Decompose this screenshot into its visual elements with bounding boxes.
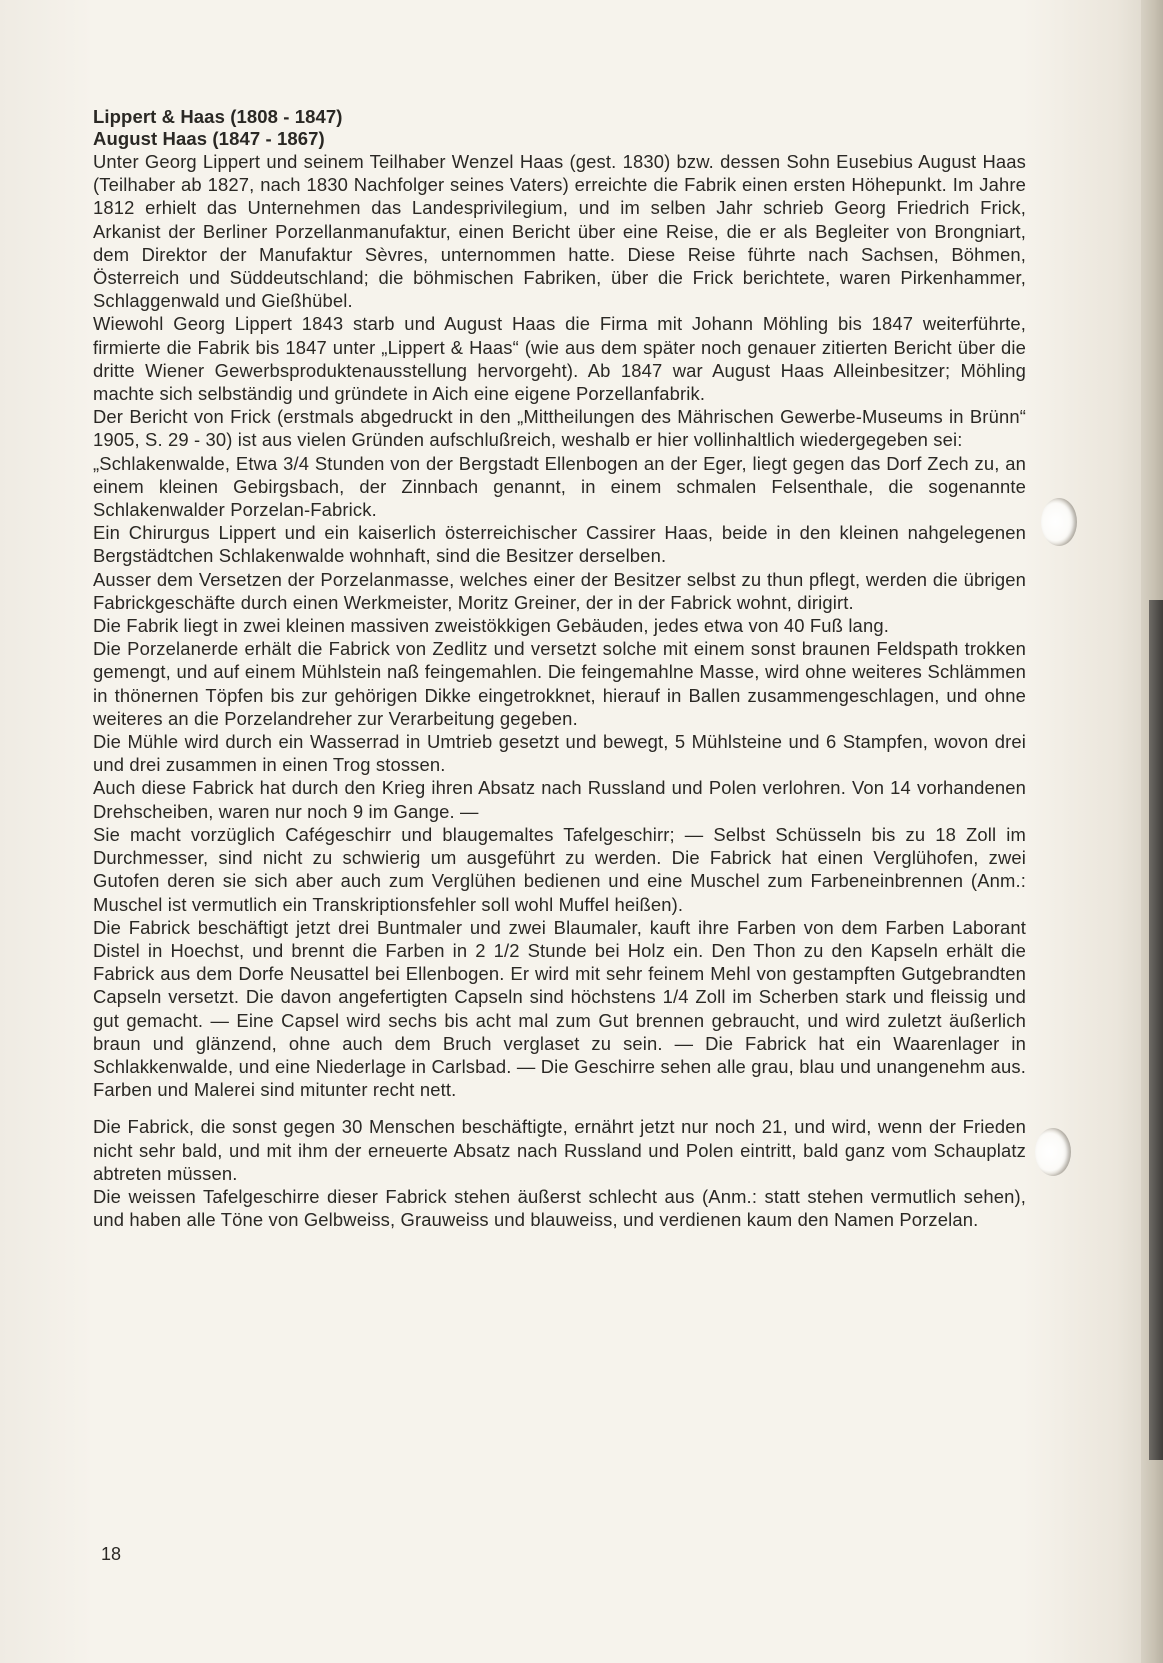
paragraph: Unter Georg Lippert und seinem Teilhaber Wenzel Haas (gest. 1830) bzw. dessen Sohn Eusebius August Haas (Teilhaber ab 1827, nach 1830 Nachfolger seines Vaters) erreichte die Fabrik einen ersten Höhepunkt. Im Jahre 1812 erhielt das Unternehmen das Landesprivilegium, und im selben Jahr schrieb Georg Friedrich Frick, Arkanist der Berliner Porzellanmanufaktur, einen Bericht über eine Reise, die er als Begleiter von Brongniart, dem Direktor der Manufaktur Sèvres, unternommen hatte. Diese Reise führte nach Sachsen, Böhmen, Österreich und Süddeutschland; die böhmischen Fabriken, über die Frick berichtete, waren Pirkenhammer, Schlaggenwald und Gießhübel. [93,151,1026,312]
page-number: 18 [101,1544,122,1564]
quote-paragraph: Ein Chirurgus Lippert und ein kaiserlich österreichischer Cassirer Haas, beide in den kleinen nahgelegenen Bergstädtchen Schlakenwalde wohnhaft, sind die Besitzer derselben. [93,522,1026,567]
quote-paragraph: Die Mühle wird durch ein Wasserrad in Umtrieb gesetzt und bewegt, 5 Mühlsteine und 6 Stampfen, wovon drei und drei zusammen in einen Trog stossen. [93,731,1026,776]
punch-hole [1035,1128,1071,1176]
quote-paragraph: Auch diese Fabrick hat durch den Krieg ihren Absatz nach Russland und Polen verlohren. Von 14 vorhandenen Drehscheiben, waren nur noch 9 im Gange. — [93,777,1026,822]
quote-paragraph: Die Porzelanerde erhält die Fabrick von Zedlitz und versetzt solche mit einem sonst braunen Feldspath trokken gemengt, und auf einem Mühlstein naß feingemahlen. Die feingemahlne Masse, wird ohne weiteres Schlämmen in thönernen Töpfen bis zur gehörigen Dikke eingetrokknet, hierauf in Ballen zusammengeschlagen, und ohne weiteres an die Porzelandreher zur Verarbeitung gegeben. [93,638,1026,729]
section-subheading: August Haas (1847 - 1867) [93,128,325,149]
page-content [93,106,1026,1231]
section-heading: Lippert & Haas (1808 - 1847) [93,106,343,127]
quote-paragraph: Die weissen Tafelgeschirre dieser Fabrick stehen äußerst schlecht aus (Anm.: statt stehen vermutlich sehen), und haben alle Töne von Gelbweiss, Grauweiss und blauweiss, und verdienen kaum den Namen Porzelan. [93,1185,1026,1231]
quote-paragraph: Die Fabrick, die sonst gegen 30 Menschen beschäftigte, ernährt jetzt nur noch 21, und wird, wenn der Frieden nicht sehr bald, und mit ihm der erneuerte Absatz nach Russland und Polen eintritt, bald ganz vom Schauplatz abtreten müssen. [93,1116,1026,1184]
paragraph: Wiewohl Georg Lippert 1843 starb und August Haas die Firma mit Johann Möhling bis 1847 weiterführte, firmierte die Fabrik bis 1847 unter „Lippert & Haas“ (wie aus dem später noch genauer zitierten Bericht über die dritte Wiener Gewerbsproduktenausstellung hervorgeht). Ab 1847 war August Haas Alleinbesitzer; Möhling machte sich selbständig und gründete in Aich eine eigene Porzellanfabrik. [93,313,1026,405]
quote-paragraph: „Schlakenwalde, Etwa 3/4 Stunden von der Bergstadt Ellenbogen an der Eger, liegt gegen das Dorf Zech zu, an einem kleinen Gebirgsbach, der Zinnbach genannt, in einem schmalen Felsenthale, die sogenannte Schlakenwalder Porzelan-Fabrick. [93,452,1026,521]
quote-paragraph: Die Fabrick beschäftigt jetzt drei Buntmaler und zwei Blaumaler, kauft ihre Farben von dem Farben Laborant Distel in Hoechst, und brennt die Farben in 2 1/2 Stunde bei Holz ein. Den Thon zu den Kapseln erhält die Fabrick aus dem Dorfe Neusattel bei Ellenbogen. Er wird mit sehr feinem Mehl von gestampften Gutgebrandten Capseln versetzt. Die davon angefertigten Capseln sind höchstens 1/4 Zoll im Scherben stark und fleissig und gut gemacht. — Eine Capsel wird sechs bis acht mal zum Gut brennen gebraucht, und wird zuletzt äußerlich braun und glänzend, ohne auch dem Bruch verglaset zu sein. — Die Fabrick hat ein Waarenlager in Schlakkenwalde, und eine Niederlage in Carlsbad. — Die Geschirre sehen alle grau, blau und unangenehm aus. Farben und Malerei sind mitunter recht nett. [93,916,1026,1101]
quote-paragraph: Sie macht vorzüglich Cafégeschirr und blaugemaltes Tafelgeschirr; — Selbst Schüsseln bis zu 18 Zoll im Durchmesser, sind nicht zu schwierig um ausgeführt zu werden. Die Fabrick hat einen Verglühofen, zwei Gutofen deren sie sich aber auch zum Verglühen bedienen und eine Muschel zum Farbeneinbrennen (Anm.: Muschel ist vermutlich ein Transkriptionsfehler soll wohl Muffel heißen). [93,823,1026,915]
quote-paragraph: Die Fabrik liegt in zwei kleinen massiven zweistökkigen Gebäuden, jedes etwa von 40 Fuß lang. [93,615,889,637]
body-text [93,150,1026,1231]
paragraph: Der Bericht von Frick (erstmals abgedruckt in den „Mittheilungen des Mährischen Gewerbe-Museums in Brünn“ 1905, S. 29 - 30) ist aus vielen Gründen aufschlußreich, weshalb er hier vollinhaltlich wiedergegeben sei: [93,406,1026,451]
punch-hole [1041,498,1077,546]
binder-edge-shadow [1149,600,1163,1460]
quote-paragraph: Ausser dem Versetzen der Porzelanmasse, welches einer der Besitzer selbst zu thun pflegt, werden die übrigen Fabrickgeschäfte durch einen Werkmeister, Moritz Greiner, der in der Fabrick wohnt, dirigirt. [93,568,1026,613]
